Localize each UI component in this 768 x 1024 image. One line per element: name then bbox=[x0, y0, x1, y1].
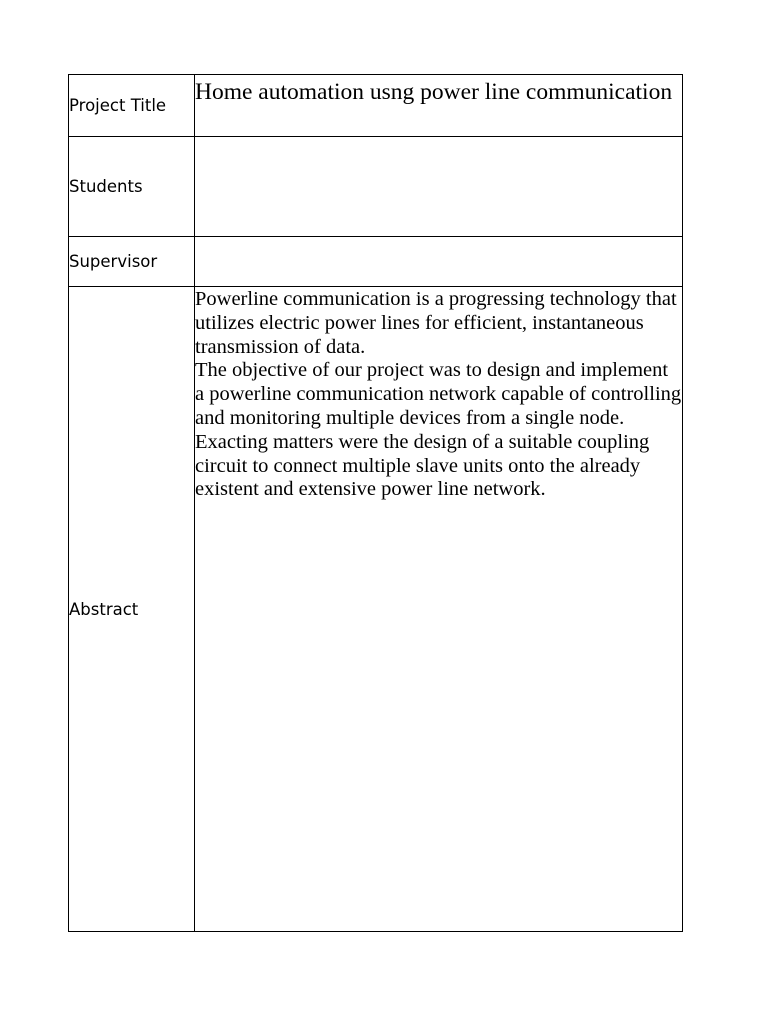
abstract-paragraph-1: Powerline communication is a progressing technology that utilizes electric power lines for efficient, instantaneous transmission of data. bbox=[195, 288, 677, 358]
supervisor-label: Supervisor bbox=[69, 237, 195, 287]
abstract-paragraph-2: The objective of our project was to design and implement a powerline communication network capable of controlling and monitoring multiple devices from a single node. Exacting matters were the design of a suitable coupling circuit to connect multiple slave units onto the already existent and extensive power line network. bbox=[195, 359, 682, 501]
table-row-supervisor bbox=[69, 237, 683, 287]
table-row-abstract bbox=[69, 287, 683, 932]
table-row-project-title bbox=[69, 75, 683, 137]
abstract-body bbox=[195, 287, 682, 502]
students-label: Students bbox=[69, 137, 195, 237]
abstract-label: Abstract bbox=[69, 287, 195, 932]
project-title-label: Project Title bbox=[69, 75, 195, 137]
supervisor-value bbox=[195, 237, 683, 287]
abstract-cell bbox=[195, 287, 683, 932]
project-title-cell bbox=[195, 75, 683, 137]
project-info-table bbox=[68, 74, 683, 932]
table-row-students bbox=[69, 137, 683, 237]
students-value bbox=[195, 137, 683, 237]
project-title-value: Home automation usng power line communication bbox=[195, 79, 673, 105]
